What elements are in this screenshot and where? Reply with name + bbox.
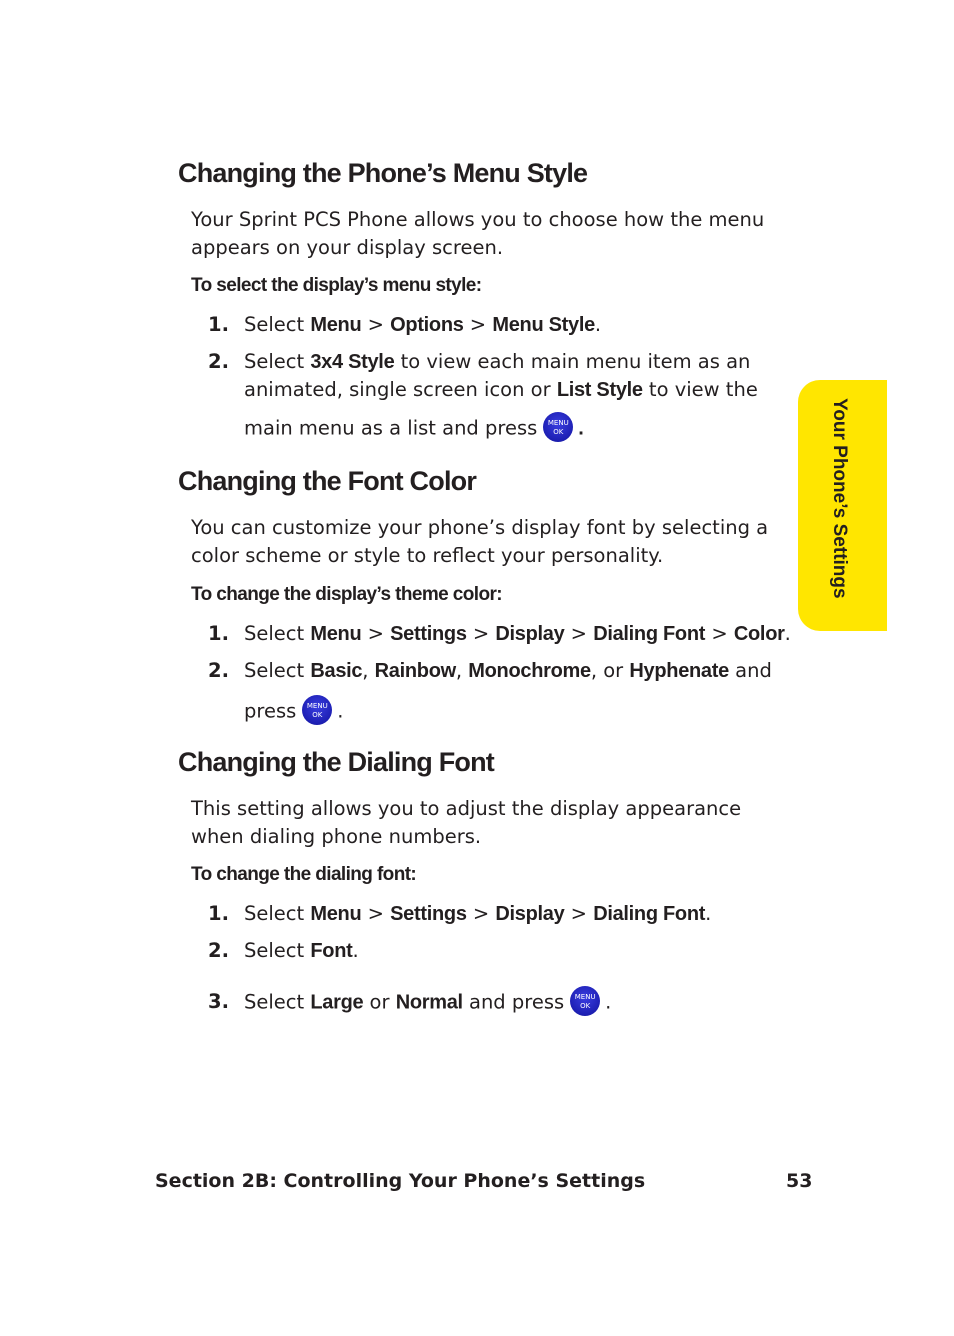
footer-section-title: Section 2B: Controlling Your Phone’s Settings [155, 1170, 646, 1192]
heading-menu-style: Changing the Phone’s Menu Style [178, 158, 588, 188]
step-number: 1. [208, 902, 229, 925]
menu-path-item: Menu [310, 903, 362, 925]
menu-path-item: Menu [310, 314, 362, 336]
step-text: . [337, 699, 344, 723]
step-text: , [362, 659, 375, 682]
menu-path-item: Menu [310, 623, 362, 645]
subheading-menu-style: To select the display’s menu style: [191, 275, 482, 296]
step-text: and [728, 659, 772, 682]
step-number: 2. [208, 939, 229, 962]
step-text: , [455, 659, 469, 682]
step-text: Select [244, 313, 311, 336]
menu-option: List Style [556, 379, 643, 401]
menu-path-item: Dialing Font [593, 903, 706, 925]
intro-font-color: You can customize your phone’s display font by selecting a color scheme or style to reflect your personality. [191, 516, 769, 567]
step-text: animated, single screen icon or [244, 378, 557, 401]
step-number: 2. [208, 350, 229, 373]
menu-path-item: Display [495, 903, 565, 925]
path-separator: > [705, 622, 734, 645]
step-text: . [578, 417, 584, 440]
step-number: 1. [208, 622, 229, 645]
path-separator: > [466, 902, 496, 925]
step-text: , or [590, 659, 630, 682]
menu-path-item: Settings [390, 903, 467, 925]
step-text: Select [244, 659, 311, 682]
intro-menu-style: Your Sprint PCS Phone allows you to choose how the menu appears on your display screen. [191, 208, 765, 259]
step-text: . [352, 939, 359, 962]
step-number: 1. [208, 313, 229, 336]
subheading-font-color: To change the display’s theme color: [191, 584, 502, 605]
step-text: Select [244, 902, 311, 925]
menu-option: Monochrome [468, 660, 591, 682]
menu-ok-key-icon: MENU OK [302, 695, 332, 725]
menu-ok-key-icon: MENU OK [543, 412, 573, 442]
menu-path-item: Settings [390, 623, 467, 645]
step-text: and press [462, 990, 565, 1014]
page-number: 53 [786, 1170, 813, 1192]
step-text: main menu as a list and press [244, 416, 538, 440]
step-text: . [705, 902, 712, 925]
heading-dialing-font: Changing the Dialing Font [178, 747, 494, 777]
step-text: or [363, 990, 396, 1014]
menu-option: Font [310, 940, 353, 962]
path-separator: > [564, 902, 594, 925]
step-text: press [244, 699, 297, 723]
path-separator: > [564, 622, 594, 645]
step-text: to view the [642, 378, 758, 401]
menu-path-item: Color [733, 623, 785, 645]
menu-path-item: Options [390, 314, 464, 336]
path-separator: > [361, 622, 391, 645]
menu-option: Large [310, 991, 364, 1014]
step-number: 2. [208, 659, 229, 682]
menu-option: Normal [395, 991, 463, 1014]
section-tab-label: Your Phone’s Settings [829, 398, 850, 599]
intro-dialing-font: This setting allows you to adjust the display appearance when dialing phone numbers. [191, 797, 742, 848]
menu-path-item: Display [495, 623, 565, 645]
path-separator: > [463, 313, 493, 336]
step-text: . [784, 622, 791, 645]
path-separator: > [361, 902, 391, 925]
menu-option: Rainbow [374, 660, 456, 682]
step-text: Select [244, 350, 311, 373]
path-separator: > [361, 313, 391, 336]
heading-font-color: Changing the Font Color [178, 466, 477, 496]
menu-option: 3x4 Style [310, 351, 395, 373]
menu-ok-key-icon: MENU OK [570, 986, 600, 1016]
subheading-dialing-font: To change the dialing font: [191, 864, 417, 885]
step-text: Select [244, 939, 311, 962]
menu-path-item: Menu Style [492, 314, 595, 336]
step-text: . [605, 990, 612, 1014]
menu-path-item: Dialing Font [593, 623, 706, 645]
menu-option: Hyphenate [629, 660, 729, 682]
step-text: Select [244, 990, 311, 1014]
step-number: 3. [208, 990, 229, 1013]
menu-option: Basic [310, 660, 363, 682]
step-text: . [594, 313, 602, 336]
step-text: Select [244, 622, 311, 645]
step-text: to view each main menu item as an [394, 350, 751, 373]
path-separator: > [466, 622, 496, 645]
